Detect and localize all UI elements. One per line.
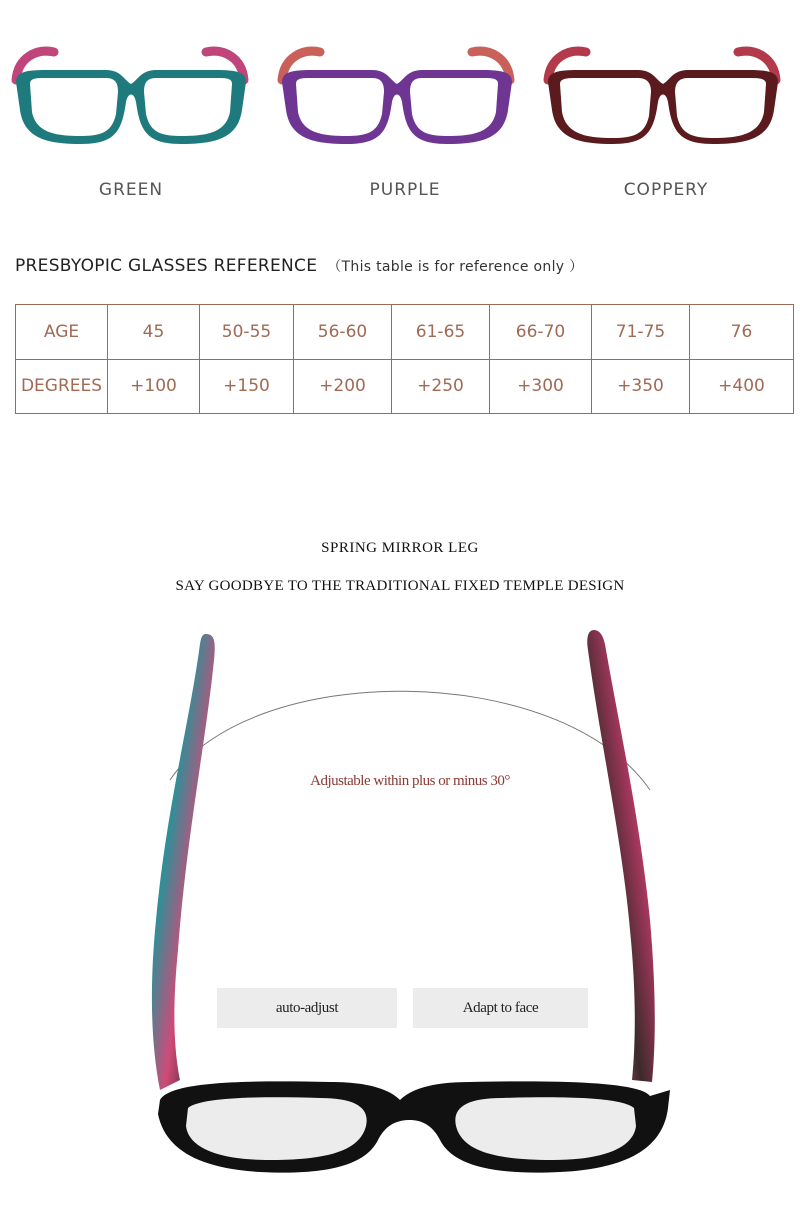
color-label-coppery: COPPERY — [623, 180, 709, 200]
table-cell: +200 — [294, 359, 392, 414]
reference-title — [15, 256, 583, 276]
coppery-glasses-icon — [538, 40, 788, 160]
table-cell: +250 — [392, 359, 490, 414]
auto-adjust-tag: auto-adjust — [217, 988, 397, 1028]
adjustable-note: Adjustable within plus or minus 30° — [310, 773, 510, 789]
glasses-top-view-icon — [0, 620, 800, 1218]
reference-title-text: PRESBYOPIC GLASSES REFERENCE — [15, 256, 318, 276]
table-cell: DEGREES — [16, 359, 108, 414]
table-row-age — [16, 305, 794, 360]
hero-subheading: SAY GOODBYE TO THE TRADITIONAL FIXED TEMPLE DESIGN — [175, 578, 625, 594]
color-label-green: GREEN — [98, 180, 164, 200]
reference-note: （This table is for reference only ） — [327, 259, 584, 275]
table-cell: +150 — [200, 359, 294, 414]
table-cell: +400 — [690, 359, 794, 414]
table-cell: +350 — [592, 359, 690, 414]
table-cell: 76 — [690, 305, 794, 360]
table-cell: 45 — [108, 305, 200, 360]
purple-glasses-icon — [272, 40, 522, 160]
table-row-degrees — [16, 359, 794, 414]
table-cell: 66-70 — [490, 305, 592, 360]
table-cell: 56-60 — [294, 305, 392, 360]
table-cell: 50-55 — [200, 305, 294, 360]
table-cell: 71-75 — [592, 305, 690, 360]
table-cell: +300 — [490, 359, 592, 414]
table-cell: +100 — [108, 359, 200, 414]
reference-table — [15, 304, 794, 414]
table-cell: 61-65 — [392, 305, 490, 360]
adapt-to-face-tag: Adapt to face — [413, 988, 588, 1028]
green-glasses-icon — [6, 40, 256, 160]
table-cell: AGE — [16, 305, 108, 360]
color-label-purple: PURPLE — [369, 180, 441, 200]
hero-heading: SPRING MIRROR LEG — [321, 540, 479, 556]
